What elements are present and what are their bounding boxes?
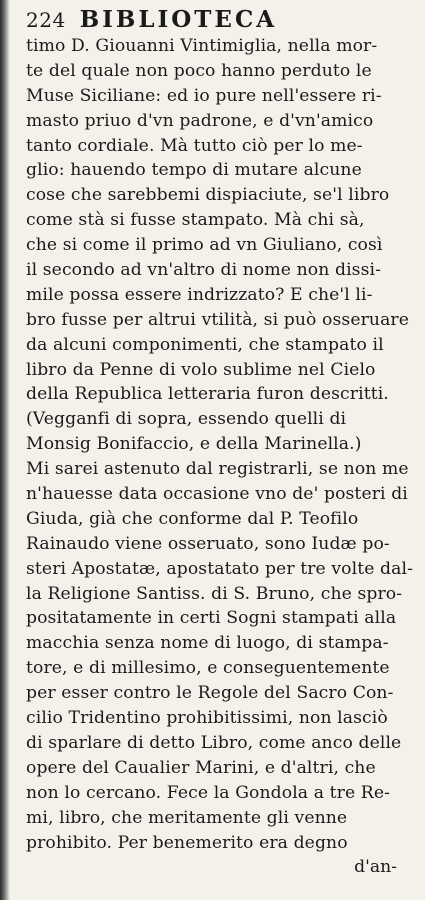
text-line: della Republica letteraria furon descritti. [26, 384, 389, 405]
text-line: te del quale non poco hanno perduto le [26, 60, 372, 81]
text-line: libro da Penne di volo sublime nel Cielo [26, 359, 376, 380]
text-line: masto priuo d'vn padrone, e d'vn'amico [26, 110, 374, 131]
text-line: opere del Caualier Marini, e d'altri, che [26, 757, 376, 778]
text-line: timo D. Giouanni Vintimiglia, nella mor- [26, 36, 378, 56]
text-line: glio: hauendo tempo di mutare alcune [26, 160, 362, 181]
text-line: macchia senza nome di luogo, di stampa- [26, 633, 389, 654]
text-line: non lo cercano. Fece la Gondola a tre Re- [26, 782, 391, 803]
text-line: bro fusse per altrui vtilità, si può osseruare [26, 309, 410, 330]
text-line: prohibito. Per benemerito era degno [26, 832, 348, 853]
text-line: mi, libro, che meritamente gli venne [26, 807, 348, 828]
text-line: la Religione Santiss. di S. Bruno, che spro- [26, 583, 403, 604]
page-number: 224 [26, 8, 66, 32]
text-line: mile possa essere indrizzato? E che'l li- [26, 284, 373, 305]
text-line: come stà si fusse stampato. Mà chi sà, [26, 210, 365, 231]
text-line: il secondo ad vn'altro di nome non dissi- [26, 260, 382, 281]
text-line: (Vegganfi di sopra, essendo quelli di [26, 409, 347, 430]
text-line: positatamente in certi Sogni stampati alla [26, 608, 397, 629]
text-body [14, 34, 414, 879]
text-line: che si come il primo ad vn Giuliano, così [26, 235, 383, 256]
text-line: tore, e di millesimo, e conseguentemente [26, 658, 390, 679]
text-line: Monsig Bonifaccio, e della Marinella.) [26, 434, 362, 455]
page-header [26, 6, 403, 34]
running-title: BIBLIOTECA [79, 6, 278, 33]
text-line: steri Apostatæ, apostatato per tre volte dal- [26, 558, 414, 579]
catchword: d'an- [354, 857, 397, 878]
text-line: n'hauesse data occasione vno de' posteri di [26, 484, 408, 505]
text-line: per esser contro le Regole del Sacro Con- [26, 683, 394, 704]
text-line: di sparlare di detto Libro, come anco delle [26, 732, 402, 753]
text-line: da alcuni componimenti, che stampato il [26, 334, 384, 355]
text-line: Muse Siciliane: ed io pure nell'essere ri- [26, 85, 382, 106]
text-line: cilio Tridentino prohibitissimi, non lasciò [26, 708, 388, 729]
text-line: cose che sarebbemi dispiaciute, se'l libro [26, 185, 390, 206]
text-line: tanto cordiale. Mà tutto ciò per lo me- [26, 135, 363, 156]
text-line: Rainaudo viene osseruato, sono Iudæ po- [26, 533, 390, 554]
text-line: Mi sarei astenuto dal registrarli, se non me [26, 459, 409, 480]
text-line: Giuda, già che conforme dal P. Teofilo [26, 508, 359, 529]
